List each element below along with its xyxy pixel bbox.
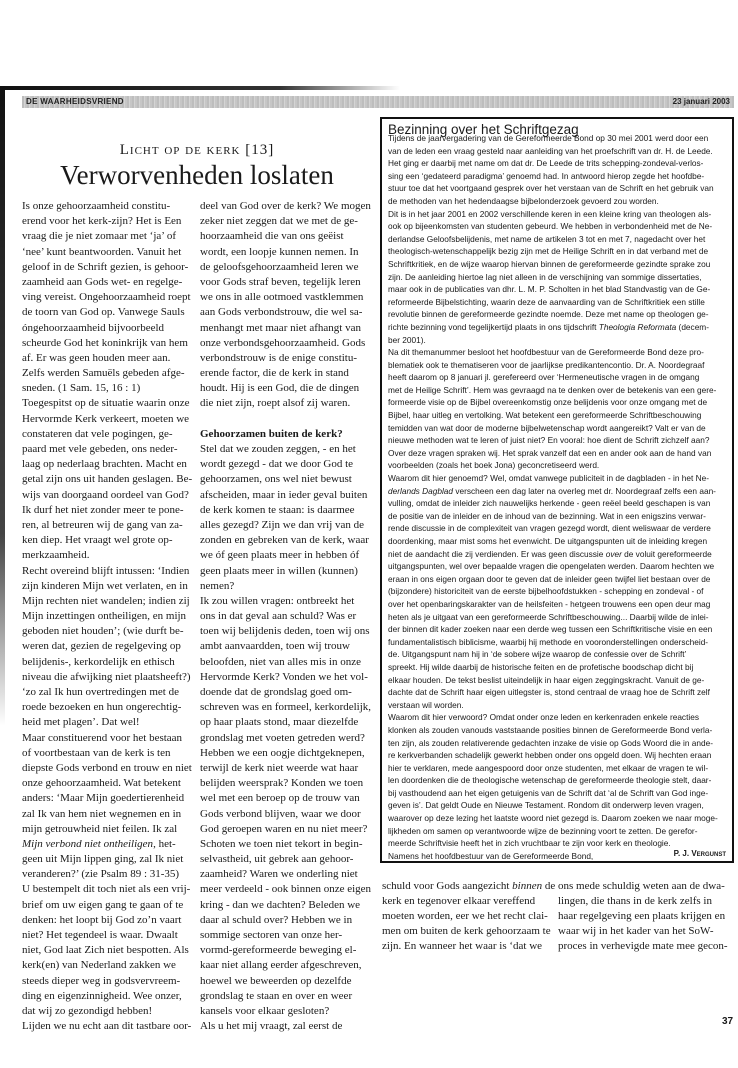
text-line: zaamheid aan Gods wet- en regelge- — [22, 275, 183, 288]
text-line: verbondstrouw is de enige constitu- — [200, 351, 358, 364]
text-line: kaar niet allang eerder afgeschreven, — [200, 959, 362, 972]
text-line: kerk en tegenover elkaar vereffend — [382, 895, 536, 907]
text-line: Gods verbond blijven, waar we door — [200, 807, 361, 820]
text-line: ten zijn, als zouden relativerende gedachten inzake de visie op Gods Woord die in ande- — [388, 737, 714, 748]
text-line: getal zijn ons uit handen geslagen. Be- — [22, 473, 193, 486]
text-line: Hervormde Kerk? Vonden we het vol- — [200, 670, 368, 683]
text-line: fundamentalistisch biblicisme, waarbij hij methode en vooronderstellingen onderscheid- — [388, 636, 709, 647]
text-line: formeerde visie op de Bijbel overeenkomstig onze belijdenis voor onze omgang met de — [388, 397, 708, 408]
scan-edge — [0, 86, 5, 726]
text-line: temidden van wat door de moderne bijbelwetenschap wordt aangereikt? Valt er van de — [388, 422, 706, 433]
text-line: we óf geen plaats meer in hebben óf — [200, 549, 360, 562]
text-line: verstaan wil worden. — [388, 699, 464, 710]
text-line: brief om uw eigen gang te gaan of te — [22, 898, 184, 911]
article-column-2 — [200, 199, 371, 1034]
text-line: Lijden we nu echt aan dit tastbare oor- — [22, 1020, 192, 1033]
text-line: Het ging er daarbij met name om dat dr. De Leede de trits schepping-zondeval-verlos- — [388, 158, 704, 169]
text-line: laag op nederlaag brachten. Macht en — [22, 458, 187, 471]
text-line: geen uit Mijn lippen ging, zal Ik niet — [22, 853, 184, 866]
text-line: Schoten we toen niet tekort in begin- — [200, 837, 363, 850]
article-column-3 — [382, 879, 555, 954]
text-line: bij vasthoudend aan het eigen getuigenis van de Schrift dat ‘al de Schrift van God inge- — [388, 787, 709, 798]
text-line: spreekt. Hij wilde daarbij de historische feiten en de profetische boodschap dicht bij — [388, 661, 694, 672]
text-line: grondslag met voeten getreden werd? — [200, 731, 365, 744]
text-line: menhangt met maar niet afhangt van — [200, 321, 361, 334]
text-line: ons in dat geval aan schuld? Was er — [200, 610, 357, 623]
text-line: rende discussie in de complexiteit van vragen gezegd wordt, dient weliswaar de verdere — [388, 523, 711, 534]
text-line: kring - dan we dachten? Beleden we — [200, 898, 361, 911]
text-line: reformeerde Bijbelstichting, waarin deze de aanvaarding van de Schriftkritiek een stille — [388, 296, 705, 307]
section-heading: Gehoorzamen buiten de kerk? — [200, 427, 343, 440]
italic-text: derlands Dagblad — [388, 485, 454, 496]
text-line — [388, 321, 718, 334]
text-line: U bestempelt dit toch niet als een vrij- — [22, 883, 191, 896]
text-line: derlandse Geloofsbelijdenis, met name de artikelen 3 tot en met 7, nagedacht over het — [388, 233, 706, 244]
text-line: lijkheden om samen op verantwoorde wijze de bezinning voort te zetten. De gerefor- — [388, 825, 698, 836]
text-line: waar wij in het kader van het SoW- — [558, 925, 714, 937]
text-line: wordt gezegd - dat we door God te — [200, 458, 354, 471]
text-line: ren, al betreuren wij de gang van za- — [22, 518, 183, 531]
text-line: veranderen?’ (zie Psalm 89 : 31-35) — [22, 868, 180, 881]
text-line: zijn. De aanleiding hiertoe lag niet alleen in de verschijning van sommige dissertaties, — [388, 271, 702, 282]
text-segment: schuld voor Gods aangezicht — [382, 880, 513, 892]
text-line: aan Gods verbondstrouw, die wel sa- — [200, 306, 363, 319]
text-line: hier te verklaren, mede aangespoord door onze studenten, met elkaar de vragen te wil- — [388, 762, 709, 773]
article-column-1 — [22, 199, 192, 1034]
text-segment: niet de aandacht die zij verdienden. Er was geen discussie — [388, 548, 606, 559]
text-line: wordt, een loopje kunnen nemen. In — [200, 245, 359, 258]
text-line — [388, 548, 718, 561]
text-line: voor Gods straf beven, tegelijk leren — [200, 275, 361, 288]
text-line: mijn getrouwheid niet feilen. Ik zal — [22, 822, 178, 835]
text-line: sneden. (1 Sam. 15, 16 : 1) — [22, 382, 141, 395]
text-line: grondslag te staan en over en weer — [200, 989, 353, 1002]
text-line: waarover op deze lezing het laatste woord niet gezegd is. Daarom zoeken we naar moge- — [388, 813, 718, 824]
italic-text: binnen — [512, 880, 543, 892]
text-line: Tijdens de jaarvergadering van de Gereformeerde Bond op 30 mei 2001 werd door een — [388, 133, 709, 143]
text-line: de toorn van God op. Vanwege Sauls — [22, 306, 185, 319]
text-line: heeft daarom op 8 januari jl. gerefereerd over ‘Hermeneutische vragen in de omgang — [388, 372, 700, 383]
text-line: klonken als zouden vanouds vaststaande posities binnen de Gereformeerde Bond verla- — [388, 724, 713, 735]
text-line: lingen, die thans in de kerk zelfs in — [558, 895, 712, 907]
text-line: paard met vele gebeden, ons neder- — [22, 443, 178, 455]
text-line: Waarom dit hier genoemd? Wel, omdat vanwege publiciteit in de dagbladen - in het Ne- — [388, 473, 709, 484]
text-line: dachte dat de Schrift haar eigen uitlegster is, stond centraal de vraag hoe de Schrift zelf — [388, 687, 710, 698]
text-line: Hervormde Kerk verkeert, moeten we — [22, 412, 190, 425]
text-line: onze verbondsgehoorzaamheid. Gods — [200, 336, 366, 349]
italic-text: over — [605, 548, 622, 559]
text-line: niet, God laat Zich niet bespotten. Als — [22, 944, 189, 957]
text-line: deel van God over de kerk? We mogen — [200, 200, 371, 212]
text-line: de kerk komen te staan: is daarmee — [200, 503, 355, 516]
text-line: geboden niet houden’; (wie durft be- — [22, 625, 184, 638]
text-line: der binnen dit kader zoeken naar een derde weg tussen een Schriftkritische visie en een — [388, 624, 713, 635]
text-line: wel met een beroep op de trouw van — [200, 792, 360, 805]
text-line: scheurde God het koninkrijk van hem — [22, 336, 188, 349]
text-line — [200, 412, 371, 427]
text-line: ook op bijeenkomsten van studenten gebeurd. We hebben in verbondenheid met de Ne- — [388, 221, 713, 232]
text-line: geven is’. Dat geldt Oude en Nieuwe Testament. Rondom dit onderwerp leven vragen, — [388, 800, 704, 811]
box-signature: P. J. Vergunst — [673, 849, 726, 858]
scan-edge — [0, 86, 400, 90]
text-line: of voortbestaan van de kerk is ten — [22, 746, 171, 759]
text-line: geen plaats meer in willen (kunnen) — [200, 564, 358, 577]
text-line: gehoorzamen, ons wel niet bewust — [200, 473, 352, 486]
text-line: op haar plaats stond, maar diezelfde — [200, 716, 359, 729]
text-line: niveau die afwijking niet plaatsheeft?) — [22, 670, 191, 683]
text-line: Schriftkritiek, en de wijze waarop hiervan binnen de gereformeerde gezindte sprake zou — [388, 258, 711, 269]
text-line: zeker niet zeggen dat we met de ge- — [200, 215, 358, 228]
article-title: Verworvenheden loslaten — [60, 160, 334, 190]
text-line: meerde Schriftvisie heeft het in zich vruchtbaar te zijn voor kerk en theologie. — [388, 838, 671, 849]
text-line: we ons in alle ootmoed vastklemmen — [200, 291, 364, 304]
text-line: die niet zijn, roept alsof zij waren. — [200, 397, 351, 410]
text-line: Stel dat we zouden zeggen, - en het — [200, 443, 356, 455]
series-kicker: Licht op de kerk [13] — [119, 142, 275, 158]
text-line: Hebben we een oogje dichtgeknepen, — [200, 746, 365, 759]
text-line: (bijzondere) historiciteit van de eerste bijbelhoofdstukken - schepping en zondeval - of — [388, 586, 704, 597]
text-line: beloofden, niet van alles mis in onze — [200, 655, 361, 668]
text-line: ving vereist. Ongehoorzaamheid roept — [22, 291, 191, 304]
text-line: zal Ik van hem niet wegnemen en in — [22, 807, 182, 820]
page-number: 37 — [722, 1016, 734, 1027]
text-line: belijden weersprak? Konden we toen — [200, 777, 364, 790]
text-line: kansels voor elkaar gesloten? — [200, 1004, 330, 1017]
text-segment: de voluit gereformeerde — [621, 548, 712, 559]
text-line: met de Heilige Schrift’. Hem was gevraagd na te denken over de betekenis van een gere- — [388, 384, 717, 395]
text-line: ding en eigenzinnigheid. Wee onzer, — [22, 989, 182, 1002]
text-line: Over deze vragen spraken wij. Het sprak vanzelf dat een en ander ook aan de hand van — [388, 447, 712, 458]
text-line: hoorzaamheid die van ons geëist — [200, 230, 344, 243]
text-segment: de — [542, 880, 556, 892]
text-line: afscheiden, maar in ieder geval buiten — [200, 488, 368, 501]
text-line: Ik zou willen vragen: ontbreekt het — [200, 594, 355, 607]
text-segment: , het- — [153, 837, 176, 850]
text-line: anders: ‘Maar Mijn goedertierenheid — [22, 792, 185, 805]
sidebar-box — [380, 117, 734, 863]
text-line: sing een ‘gedateerd paradigma’ genoemd had. In antwoord hierop zegde het hoofdbe- — [388, 170, 705, 181]
text-line: haar regelgeving een plaats krijgen en — [558, 910, 726, 922]
text-segment: (decem- — [676, 321, 709, 332]
text-line: constateren dat vele pogingen, ge- — [22, 427, 173, 440]
text-line: alles gezegd? Zijn we dan vrij van de — [200, 518, 365, 531]
text-line — [382, 879, 555, 894]
text-line: Zelfs werden Samuëls gebeden afge- — [22, 367, 185, 380]
text-line: maar ook in de publicaties van dhr. L. M. P. Scholten in het blad Standvastig van de Ge- — [388, 284, 711, 295]
text-line: af. Er was geen houden meer aan. — [22, 351, 171, 364]
publication-name: DE WAARHEIDSVRIEND — [26, 97, 124, 106]
text-line: Waarom dit hier verwoord? Omdat onder onze leden en kerkenraden enkele reacties — [388, 712, 699, 723]
text-line: zijn kinderen Mijn wet verlaten, en in — [22, 579, 188, 592]
text-line: elkaar houden. De tekst beslist uiteindelijk in haar eigen zeggingskracht. Vanuit de ge- — [388, 674, 705, 685]
text-line: kerk(en) van Nederland zakken we — [22, 959, 176, 972]
text-line: Ik durf het niet zonder meer te pone- — [22, 503, 184, 516]
text-line: Mijn rechten niet wandelen; indien zij — [22, 594, 190, 607]
text-line: sommige sectoren van onze her- — [200, 929, 343, 941]
text-line: Toegespitst op de situatie waarin onze — [22, 397, 190, 410]
text-line: óngehoorzaamheid bijvoorbeeld — [22, 321, 165, 334]
text-line: hoewel we beweerden op dezelfde — [200, 974, 352, 987]
text-segment: richte bezinning vond tegelijkertijd plaats in ons tijdschrift — [388, 321, 599, 332]
text-line: ‘nee’ kunt beantwoorden. Vanuit het — [22, 245, 182, 258]
text-line: over het openbaringskarakter van de heilsfeiten - hetgeen trouwens een open deur mag — [388, 598, 711, 609]
text-line: voorbeelden (zoals het boek Jona) geconcretiseerd werd. — [388, 460, 600, 471]
article-column-4 — [558, 879, 728, 954]
text-line: onze gehoorzaamheid. Wat betekent — [22, 777, 181, 790]
text-line: schreven was en formeel, kerkordelijk, — [200, 701, 372, 714]
text-line: weren dat, gezien de regelgeving op — [22, 640, 181, 653]
text-line: doordenking, maar mist soms het evenwicht. De uitgangspunten uit de inleiding kregen — [388, 536, 708, 546]
text-line: steeds dieper weg in godsvervreem- — [22, 974, 181, 987]
text-line: heid met plagen’. Dat wel! — [22, 716, 140, 729]
text-line: ken diep. Het vraagt wel grote op- — [22, 534, 173, 547]
text-line: Mijn inzettingen ontheiligen, en mijn — [22, 610, 187, 623]
text-line: men om buiten de kerk gehoorzaam te — [382, 925, 551, 937]
text-line: erend voor het kerk-zijn? Het is Een — [22, 215, 182, 228]
text-line: de positie van de inleider en de inhoud van de bezinning. Wat in een enigszins verwar- — [388, 510, 706, 521]
text-line: revolutie binnen de gereformeerde gezindte noemde. Deze met name op theologen ge- — [388, 309, 709, 320]
text-line: merkzaamheid. — [22, 549, 90, 562]
text-line: Bijbel, haar uitleg en vertolking. Wat betekent een gereformeerde Schriftbeschouwing — [388, 410, 702, 421]
text-line: niet? Het tegendeel is waar. Dwaalt — [22, 929, 178, 941]
text-line: len doordenken die de theologische wetenschap de gereformeerde theologie stelt, daar- — [388, 775, 712, 786]
text-line: diepste Gods verbond en trouw en niet — [22, 761, 192, 774]
text-line: roede bezoeken en hun ongerechtig- — [22, 701, 182, 714]
text-line: ons mede schuldig weten aan de dwa- — [558, 880, 725, 892]
issue-date: 23 januari 2003 — [672, 97, 730, 106]
text-line: God geroepen waren en nu niet meer? — [200, 822, 368, 835]
text-line: daar al schuld over? Hebben we in — [200, 913, 353, 926]
text-line: nieuwe methoden wat te leren of juist niet? En vooral: hoe dient de Schrift zichzelf aan? — [388, 435, 710, 446]
text-line: belijdenis-, kerkordelijk en ethisch — [22, 655, 175, 668]
text-line: toen wij belijdenis deden, toen wij ons — [200, 625, 370, 638]
text-line: terwijl de kerk niet weerde wat haar — [200, 761, 359, 774]
text-line: Dit is in het jaar 2001 en 2002 verschillende keren in een kleine kring van theologen als- — [388, 208, 712, 219]
text-line: dat wij zo gezondigd hebben! — [22, 1004, 153, 1017]
text-line: Als u het mij vraagt, zal eerst de — [200, 1020, 343, 1033]
text-line: Is onze gehoorzaamheid constitu- — [22, 200, 171, 212]
text-line: proces in verhevigde mate mee gecon- — [558, 940, 728, 952]
text-line: vraag die je niet zomaar met ‘ja’ of — [22, 230, 177, 243]
text-line: denken: het loopt bij God zo’n vaart — [22, 913, 182, 926]
text-line: meer verdeeld - ook binnen onze eigen — [200, 883, 372, 896]
italic-text: Mijn verbond niet ontheiligen — [22, 837, 154, 850]
text-line: blematiek ook te thematiseren voor de jaarlijkse predikantencontio. Dr. A. Noordegraaf — [388, 359, 705, 370]
text-line — [388, 485, 718, 498]
text-line: eraan in ons eigen orgaan door te geven dat de inleider geen twijfel liet bestaan over de — [388, 573, 711, 584]
text-line: erende factor, die de kerk in stand — [200, 367, 349, 380]
text-line: theologisch-wetenschappelijk bezig zijn met de Heilige Schrift en in dat verband met de — [388, 246, 709, 257]
text-line: de. Uitgangspunt nam hij in ‘de sobere wijze waarop de confessie over de Schrift’ — [388, 649, 687, 660]
text-line: de geloofsgehoorzaamheid leren we — [200, 260, 359, 273]
text-line: Na dit themanummer besloot het hoofdbestuur van de Gereformeerde Bond deze pro- — [388, 347, 704, 358]
text-line: selvastheid, uit gebrek aan gehoor- — [200, 853, 354, 866]
running-header — [22, 96, 734, 108]
text-line: vormd-gereformeerde beweging el- — [200, 944, 357, 957]
box-title: Bezinning over het Schriftgezag — [388, 122, 579, 137]
text-line: van de leden een vraag gesteld naar aanleiding van het proefschrift van dr. H. de Leede. — [388, 145, 713, 156]
text-line: ‘zo zal Ik hun overtredingen met de — [22, 686, 179, 698]
text-line: Recht overeind blijft intussen: ‘Indien — [22, 564, 190, 577]
text-line: uitgangspunten, wel over bepaalde vragen die opengelaten werden. Daarom hechten we — [388, 561, 715, 572]
text-line: zonden en gebreken van de kerk, waar — [200, 534, 369, 547]
text-line: vulling, omdat de inleider zich nauwelijks herkende - geen reëel beeld geschapen is van — [388, 498, 711, 509]
italic-text: Theologia Reformata — [598, 321, 677, 332]
text-line: re kerkverbanden schadelijk gewerkt hebben onder ons opgeld doen. Wij hechten eraan — [388, 750, 712, 761]
text-line: wijs van doorgaand oordeel van God? — [22, 488, 189, 501]
text-line — [22, 837, 192, 852]
text-line: heten als je uitgaat van een gereformeerde Schriftbeschouwing... Daarbij wilde de inlei- — [388, 611, 709, 622]
text-line: Namens het hoofdbestuur van de Gereformeerde Bond, — [388, 850, 594, 861]
text-line: houdt. Hij is een God, die de dingen — [200, 382, 360, 395]
text-line: geloof in de Schrift gezien, is gehoor- — [22, 260, 189, 273]
text-line: nemen? — [200, 579, 235, 592]
text-line: ber 2001). — [388, 334, 426, 345]
text-line: de methoden van het hedendaagse bijbelonderzoek gevoerd zou worden. — [388, 195, 659, 206]
text-segment: verscheen een dag later na overleg met dr. Noordegraaf zelfs een aan- — [453, 485, 716, 496]
text-line: doende dat de grondslag goed om- — [200, 686, 352, 698]
text-line: zijn. En wanneer het waar is ‘dat we — [382, 940, 543, 952]
box-body — [388, 132, 718, 862]
text-line: stuur toe dat het voortgaand gesprek over het verstaan van de Schrift en het gebruik van — [388, 183, 714, 194]
text-line: Maar constituerend voor het bestaan — [22, 731, 183, 744]
text-line: moeten worden, eer we het recht clai- — [382, 910, 548, 922]
text-line: ambt aanvaardden, toen wij trouw — [200, 640, 350, 653]
text-line: zaamheid? Waren we onderling niet — [200, 868, 358, 881]
